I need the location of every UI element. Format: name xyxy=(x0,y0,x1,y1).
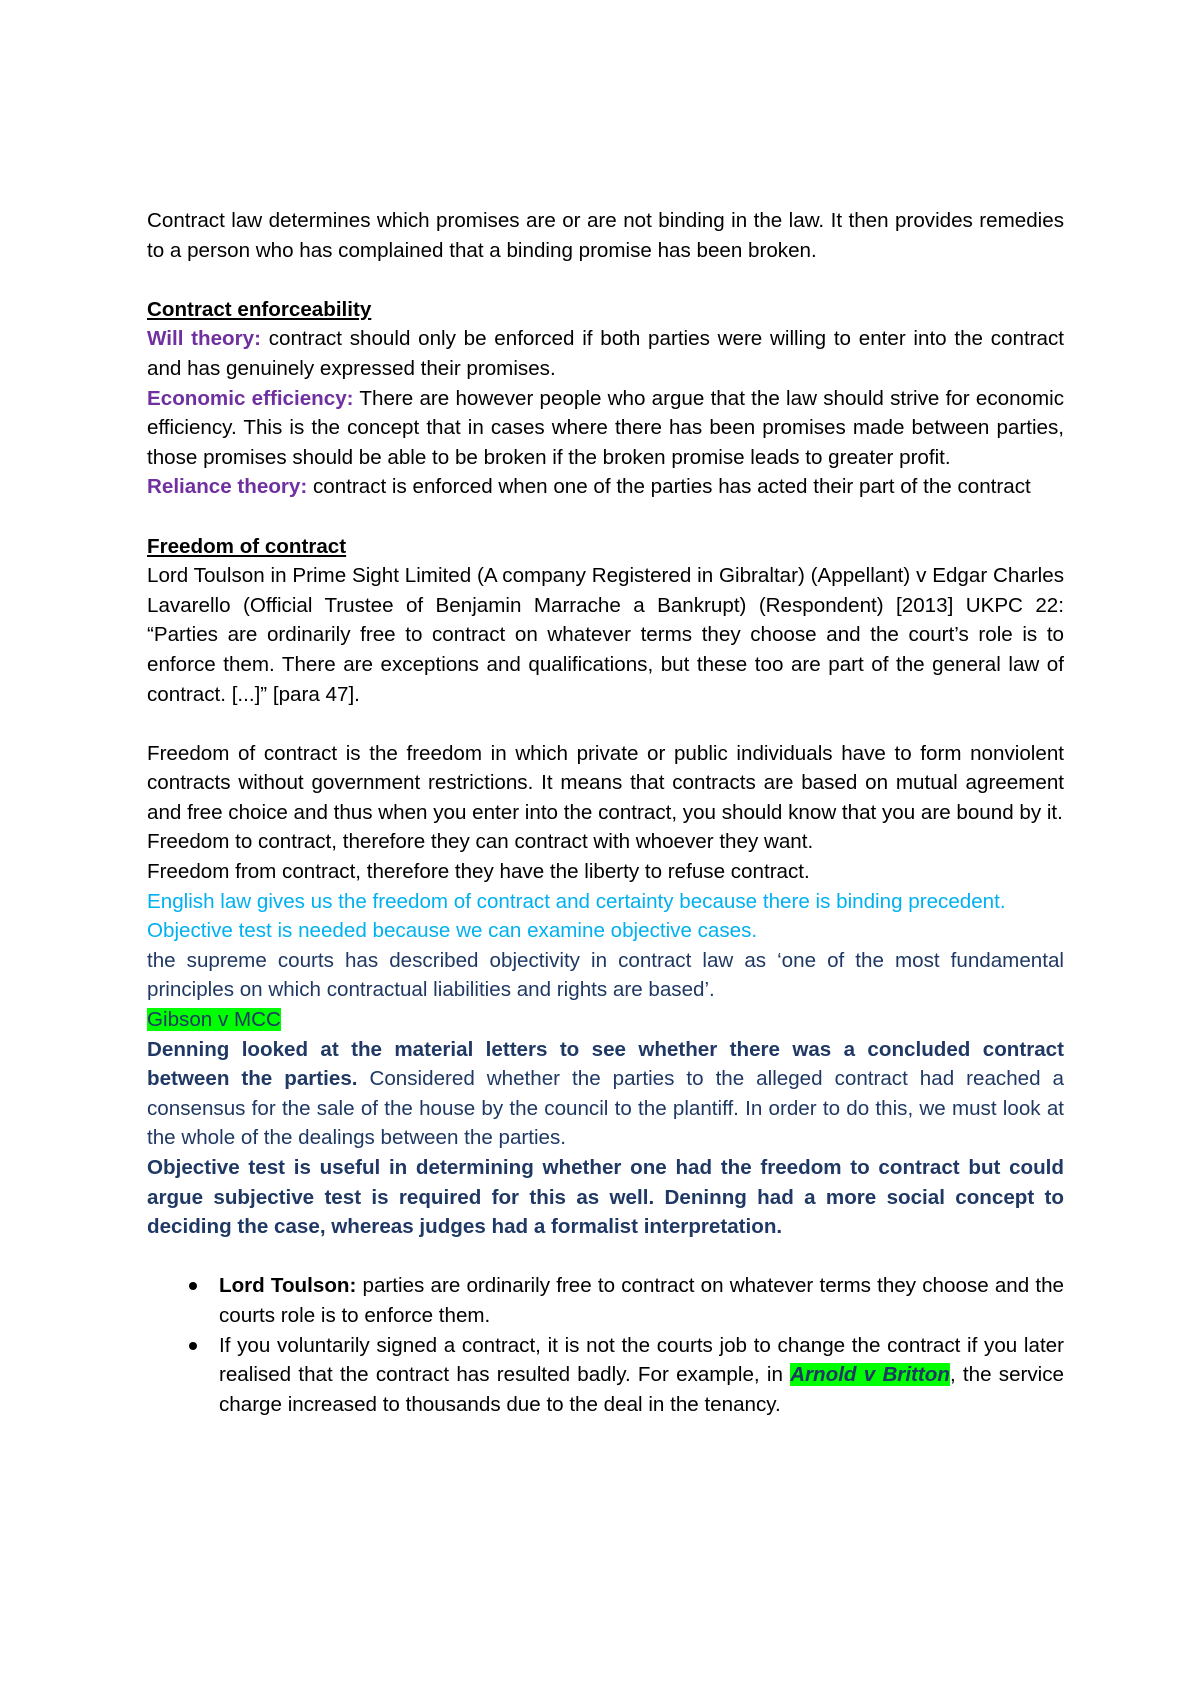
bullet-list xyxy=(147,1271,1064,1419)
intro-paragraph: Contract law determines which promises are or are not binding in the law. It then provides remedies to a person who has complained that a binding promise has been broken. xyxy=(147,209,1064,262)
section-heading-enforceability: Contract enforceability xyxy=(147,297,372,321)
spacer xyxy=(147,709,1064,739)
bullet-text-pre: If you voluntarily signed a contract, it is not the courts job to change the contract if you later realised that the contract has resulted badly. For example, in xyxy=(219,1333,1064,1387)
will-theory-term: Will theory: xyxy=(147,327,261,351)
denning-rest-text: Considered whether the parties to the alleged contract had reached a consensus for the sale of the house by the council to the plantiff. In order to do this, we must look at the whole of the dealings between the parties. xyxy=(147,1067,1064,1150)
economic-efficiency-paragraph xyxy=(147,384,1064,473)
definition-paragraph: Freedom of contract is the freedom in which private or public individuals have to form nonviolent contracts without government restrictions. It means that contracts are based on mutual agreement and free choice and thus when you enter into the contract, you should know that you are bound by it. xyxy=(147,741,1064,824)
bullet-text-post: , the service charge increased to thousands due to the deal in the tenancy. xyxy=(219,1363,1065,1416)
denning-bold-text: Denning looked at the material letters to see whether there was a concluded contract between the parties. xyxy=(147,1037,1064,1091)
document-page xyxy=(147,206,1064,1419)
spacer xyxy=(147,265,1064,295)
bullet-text: parties are ordinarily free to contract on whatever terms they choose and the courts role is to enforce them. xyxy=(219,1274,1064,1327)
will-theory-paragraph xyxy=(147,324,1064,383)
spacer xyxy=(147,1242,1064,1272)
reliance-theory-paragraph xyxy=(147,472,1064,502)
objective-test-paragraph: Objective test is useful in determining whether one had the freedom to contract but could argue subjective test is required for this as well. Deninng had a more social concept to deciding the case, whereas judges had a formalist interpretation. xyxy=(147,1156,1064,1239)
objective-test-line: Objective test is needed because we can examine objective cases. xyxy=(147,919,758,943)
spacer xyxy=(147,502,1064,532)
case-name-highlight: Arnold v Britton xyxy=(790,1363,950,1387)
will-theory-text: contract should only be enforced if both parties were willing to enter into the contract and has genuinely expressed their promises. xyxy=(147,327,1064,380)
bullet-icon xyxy=(189,1282,197,1290)
section-heading-freedom: Freedom of contract xyxy=(147,534,347,558)
bullet-icon xyxy=(189,1342,197,1350)
case-name-line xyxy=(147,1005,1064,1035)
reliance-theory-term: Reliance theory: xyxy=(147,475,308,499)
case-name-highlight: Gibson v MCC xyxy=(147,1008,281,1032)
bullet-term: Lord Toulson: xyxy=(219,1274,357,1298)
freedom-to-line: Freedom to contract, therefore they can contract with whoever they want. xyxy=(147,830,814,854)
toulson-quote-paragraph: Lord Toulson in Prime Sight Limited (A company Registered in Gibraltar) (Appellant) v Edgar Charles Lavarello (Official Trustee of Benjamin Marrache a Bankrupt) (Respondent) [2013] UKPC 22: “Parties are ordinarily free to contract on whatever terms they choose and the court’s role is to enforce them. There are exceptions and qualifications, but these too are part of the general law of contract. [...]” [para 47]. xyxy=(147,564,1064,706)
economic-efficiency-term: Economic efficiency: xyxy=(147,386,354,410)
economic-efficiency-text: There are however people who argue that the law should strive for economic efficiency. This is the concept that in cases where there has been promises made between parties, those promises should be able to be broken if the broken promise leads to greater profit. xyxy=(147,386,1065,469)
supreme-courts-paragraph: the supreme courts has described objectivity in contract law as ‘one of the most fundamental principles on which contractual liabilities and rights are based’. xyxy=(147,948,1064,1002)
reliance-theory-text: contract is enforced when one of the parties has acted their part of the contract xyxy=(307,475,1031,499)
list-item xyxy=(147,1331,1064,1420)
denning-paragraph xyxy=(147,1035,1064,1153)
certainty-line: English law gives us the freedom of contract and certainty because there is binding precedent. xyxy=(147,889,1006,913)
freedom-from-line: Freedom from contract, therefore they have the liberty to refuse contract. xyxy=(147,860,810,884)
list-item xyxy=(147,1271,1064,1330)
